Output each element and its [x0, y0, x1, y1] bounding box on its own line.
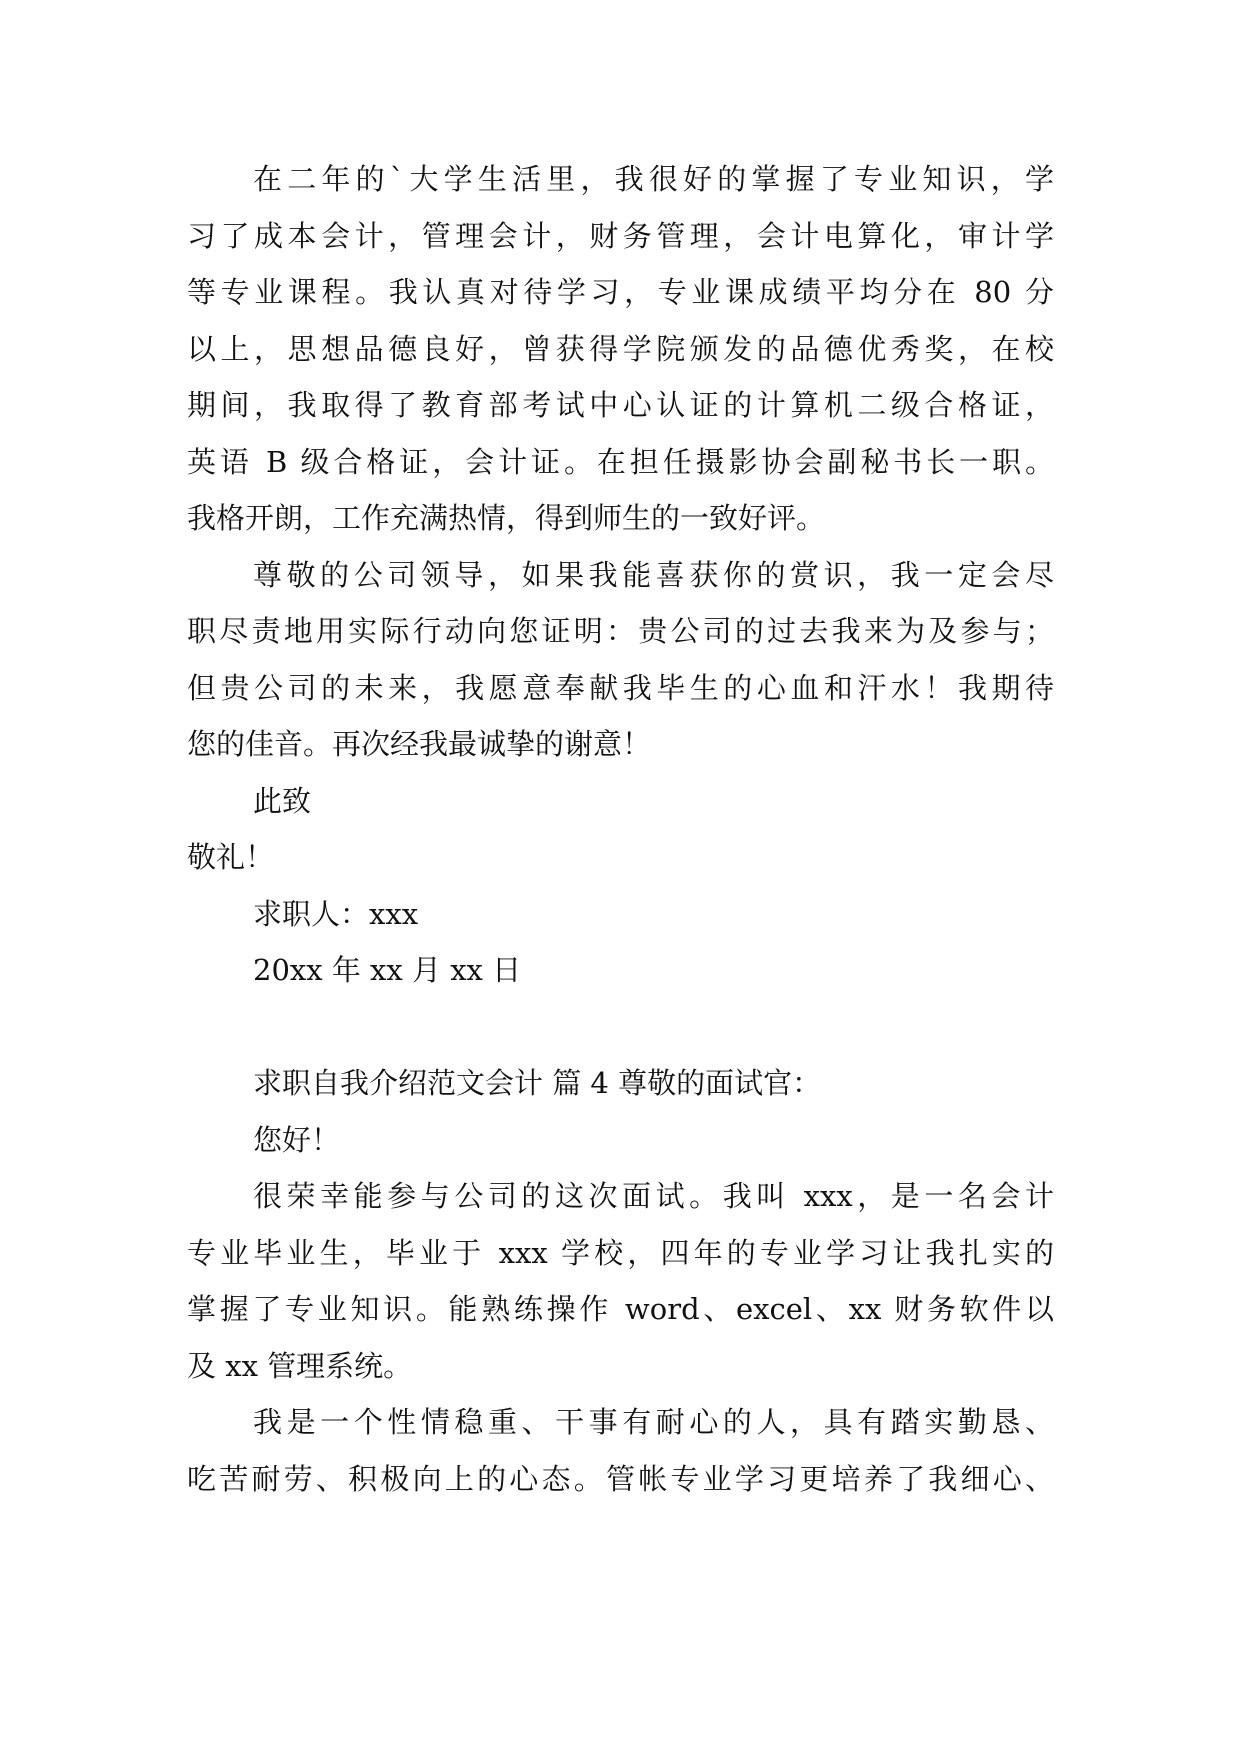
paragraph — [187, 1394, 1054, 1507]
paragraph-line: 尊敬的公司领导，如果我能喜获你的赏识，我一定会尽 — [253, 557, 1054, 592]
section-heading: 求职自我介绍范文会计 篇 4 尊敬的面试官： — [253, 1066, 822, 1100]
previous-letter-section — [187, 151, 1054, 999]
letter-date: 20xx 年 xx 月 xx 日 — [253, 953, 522, 987]
paragraph-line: 以上，思想品德良好，曾获得学院颁发的品德优秀奖，在校 — [187, 331, 1054, 366]
paragraph-line: 但贵公司的未来，我愿意奉献我毕生的心血和汗水！我期待 — [187, 670, 1054, 705]
paragraph — [187, 151, 1054, 547]
paragraph-line: 我格开朗，工作充满热情，得到师生的一致好评。 — [187, 501, 826, 535]
blank-line — [187, 999, 1054, 1056]
paragraph-line: 及 xx 管理系统。 — [187, 1348, 413, 1383]
paragraph-line: 吃苦耐劳、积极向上的心态。管帐专业学习更培养了我细心、 — [187, 1461, 1054, 1496]
paragraph-line: 专业毕业生，毕业于 xxx 学校，四年的专业学习让我扎实的 — [187, 1235, 1054, 1270]
next-letter-section — [187, 1055, 1054, 1507]
paragraph-line: 习了成本会计，管理会计，财务管理，会计电算化，审计学 — [187, 218, 1054, 253]
document-body — [187, 151, 1054, 1507]
paragraph-line: 您的佳音。再次经我最诚挚的谢意！ — [187, 727, 652, 761]
paragraph-line: 期间，我取得了教育部考试中心认证的计算机二级合格证， — [187, 388, 1054, 422]
paragraph-line: 在二年的`大学生活里，我很好的掌握了专业知识，学 — [253, 162, 1054, 196]
paragraph-line: 职尽责地用实际行动向您证明：贵公司的过去我来为及参与； — [187, 614, 1054, 648]
paragraph-line: 很荣幸能参与公司的这次面试。我叫 xxx，是一名会计 — [253, 1179, 1054, 1213]
letter-regards: 敬礼！ — [187, 840, 275, 874]
paragraph-line: 等专业课程。我认真对待学习，专业课成绩平均分在 80 分 — [187, 275, 1054, 309]
paragraph — [187, 1168, 1054, 1394]
letter-signature: 求职人：xxx — [253, 896, 419, 931]
letter-closing: 此致 — [253, 783, 312, 818]
paragraph-line: 英语 B 级合格证，会计证。在担任摄影协会副秘书长一职。 — [187, 444, 1054, 479]
paragraph-line: 掌握了专业知识。能熟练操作 word、excel、xx 财务软件以 — [187, 1292, 1054, 1326]
paragraph-line: 我是一个性情稳重、干事有耐心的人，具有踏实勤恳、 — [253, 1405, 1054, 1439]
letter-greeting: 您好！ — [253, 1122, 341, 1157]
paragraph — [187, 547, 1054, 773]
